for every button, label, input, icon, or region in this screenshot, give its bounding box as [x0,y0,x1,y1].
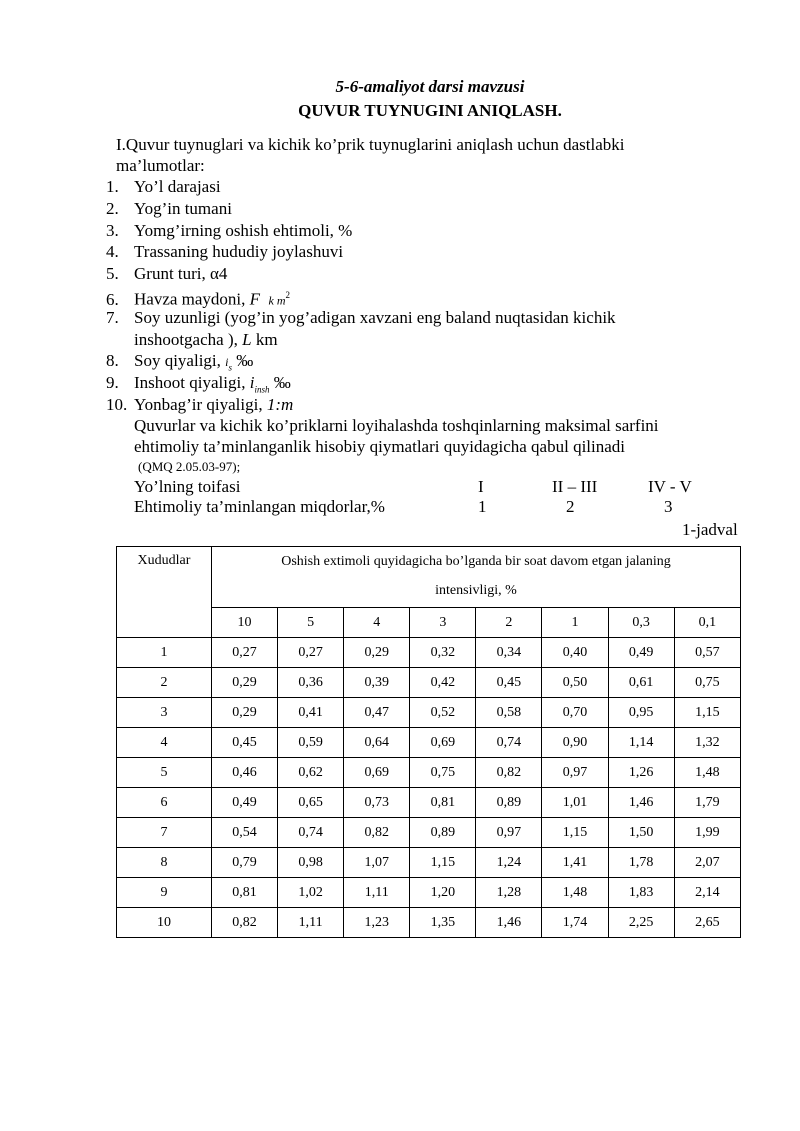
column-header: 0,1 [674,608,740,638]
table-cell: 1,01 [542,788,608,818]
region-header: Xududlar [117,547,212,638]
table-cell: 0,40 [542,638,608,668]
list-item [106,220,694,242]
table-row [117,668,741,698]
table-cell: 0,57 [674,638,740,668]
table-cell: 0,69 [344,758,410,788]
table-cell: 0,89 [410,818,476,848]
region-cell: 6 [117,788,212,818]
table-cell: 0,82 [476,758,542,788]
column-header: 2 [476,608,542,638]
table-cell: 0,32 [410,638,476,668]
table-cell: 0,46 [212,758,278,788]
table-cell: 1,24 [476,848,542,878]
table-cell: 1,28 [476,878,542,908]
table-cell: 1,41 [542,848,608,878]
probability-label: Ehtimoliy ta’minlangan miqdorlar,% [134,497,385,516]
list-item-number: 8. [106,351,119,371]
table-cell: 1,74 [542,908,608,938]
table-cell: 1,32 [674,728,740,758]
table-cell: 0,98 [278,848,344,878]
list-item [106,176,694,198]
table-cell: 1,02 [278,878,344,908]
list-item-number: 4. [106,242,119,262]
table-row [117,758,741,788]
table-cell: 0,61 [608,668,674,698]
table-cell: 0,42 [410,668,476,698]
table-row [117,788,741,818]
table-cell: 1,48 [542,878,608,908]
table-cell: 1,23 [344,908,410,938]
unit-text: ‰ [232,351,254,371]
table-row [117,878,741,908]
variable-symbol: i [249,373,255,393]
topic-title: 5-6-amaliyot darsi mavzusi [335,77,525,96]
table-row [117,908,741,938]
list-item-text: Yonbag’ir qiyaligi, [134,394,267,414]
variable-symbol: L [242,329,252,349]
list-item-number: 1. [106,177,119,196]
table-caption: 1-jadval [682,520,738,539]
table-cell: 0,97 [476,818,542,848]
variable-symbol: F [249,289,261,309]
table-cell: 0,73 [344,788,410,818]
table-cell: 1,11 [344,878,410,908]
table-row [117,848,741,878]
list-item-text: Trassaning hududiy joylashuvi [134,242,344,262]
table-body [117,638,741,938]
table-cell: 1,15 [674,698,740,728]
table-cell: 1,26 [608,758,674,788]
variable-subscript: insh [254,384,270,395]
probability-value: 3 [664,497,673,516]
table-cell: 2,14 [674,878,740,908]
table-cell: 0,81 [212,878,278,908]
table-cell: 1,15 [410,848,476,878]
table-cell: 0,89 [476,788,542,818]
table-cell: 0,97 [542,758,608,788]
road-category-value: II – III [552,477,598,496]
list-item-text: Inshoot qiyaligi, [134,373,250,393]
road-category-label: Yo’lning toifasi [134,477,241,496]
table-cell: 1,50 [608,818,674,848]
standard-reference: (QMQ 2.05.03-97); [138,459,241,474]
list-item-text: Soy uzunligi (yog’in yog’adigan xavzani eng baland nuqtasidan kichik [134,307,616,327]
table-cell: 0,75 [410,758,476,788]
list-item-text: Yo’l darajasi [134,177,221,196]
road-category-value: IV - V [648,477,692,496]
list-item-number: 3. [106,220,119,240]
region-cell: 7 [117,818,212,848]
region-cell: 3 [117,698,212,728]
intro-line-2: ma’lumotlar: [116,156,205,175]
list-item-text: Yomg’irning oshish ehtimoli, % [134,220,353,240]
list-item [106,285,694,307]
table-cell: 2,25 [608,908,674,938]
variable-symbol: 1:m [266,394,294,414]
table-header-row [117,547,741,608]
column-header: 3 [410,608,476,638]
table-cell: 1,11 [278,908,344,938]
column-header: 10 [212,608,278,638]
table-cell: 1,48 [674,758,740,788]
list-item [106,372,694,394]
intro-line-1: I.Quvur tuynuglari va kichik ko’prik tuynuglarini aniqlash uchun dastlabki [116,135,625,154]
table-cell: 1,46 [476,908,542,938]
list-item [106,307,694,351]
road-category-value: I [478,477,484,496]
table-cell: 0,49 [212,788,278,818]
table-row [117,818,741,848]
table-row [117,638,741,668]
column-header: 0,3 [608,608,674,638]
table-row [117,698,741,728]
list-item-text: Yog’in tumani [134,198,232,218]
table-cell: 0,64 [344,728,410,758]
list-item-text: Grunt turi, α4 [134,264,228,284]
rain-intensity-table [116,546,741,938]
table-cell: 2,65 [674,908,740,938]
table-cell: 0,70 [542,698,608,728]
table-cell: 0,75 [674,668,740,698]
table-cell: 1,35 [410,908,476,938]
table-cell: 0,79 [212,848,278,878]
list-item-text: Soy qiyaligi, [134,351,226,371]
column-header: 5 [278,608,344,638]
table-cell: 0,69 [410,728,476,758]
table-cell: 0,74 [476,728,542,758]
intensity-header-line-2: intensivligi, % [435,583,517,598]
table-cell: 1,07 [344,848,410,878]
region-cell: 5 [117,758,212,788]
list-item-number: 9. [106,373,119,393]
region-cell: 10 [117,908,212,938]
table-cell: 0,81 [410,788,476,818]
table-cell: 0,41 [278,698,344,728]
paragraph-line-1: Quvurlar va kichik ko’priklarni loyihalashda toshqinlarning maksimal sarfini [134,416,659,435]
table-cell: 0,45 [212,728,278,758]
page-title: QUVUR TUYNUGINI ANIQLASH. [298,101,562,120]
region-cell: 9 [117,878,212,908]
list-item-number: 2. [106,198,119,218]
table-cell: 0,62 [278,758,344,788]
list-item-text-continued: inshootgacha ), [134,329,243,349]
table-cell: 0,74 [278,818,344,848]
table-cell: 1,99 [674,818,740,848]
table-cell: 0,29 [212,698,278,728]
list-item-number: 5. [106,264,119,284]
list-item-number: 10. [106,394,128,414]
table-cell: 0,90 [542,728,608,758]
intensity-header-line-1: Oshish extimoli quyidagicha bo’lganda bir soat davom etgan jalaning [281,554,671,569]
list-item [106,241,694,263]
variable-subscript: s [228,362,233,373]
variable-symbol: i [225,355,229,370]
input-data-list [106,176,694,416]
table-cell: 0,82 [212,908,278,938]
unit-text: ‰ [269,373,291,393]
list-item [106,350,694,372]
table-cell: 0,39 [344,668,410,698]
table-cell: 1,20 [410,878,476,908]
table-cell: 0,27 [278,638,344,668]
region-cell: 8 [117,848,212,878]
column-header: 4 [344,608,410,638]
table-cell: 0,27 [212,638,278,668]
table-cell: 0,29 [212,668,278,698]
unit-superscript: 2 [285,289,291,300]
table-cell: 0,49 [608,638,674,668]
table-cell: 1,15 [542,818,608,848]
table-cell: 0,95 [608,698,674,728]
table-cell: 0,82 [344,818,410,848]
table-cell: 0,58 [476,698,542,728]
unit-text: km [251,329,278,349]
table-cell: 0,29 [344,638,410,668]
table-cell: 2,07 [674,848,740,878]
table-cell: 0,34 [476,638,542,668]
intensity-header [212,547,741,608]
table-cell: 0,50 [542,668,608,698]
unit-symbol: k m [268,293,286,308]
table-cell: 0,65 [278,788,344,818]
paragraph-line-2: ehtimoliy ta’minlanganlik hisobiy qiymatlari quyidagicha qabul qilinadi [134,437,626,456]
probability-value: 2 [566,497,575,516]
list-item-number: 7. [106,307,119,327]
table-cell: 0,54 [212,818,278,848]
list-item [106,263,694,285]
table-row [117,728,741,758]
region-cell: 1 [117,638,212,668]
table-cell: 1,83 [608,878,674,908]
list-item [106,198,694,220]
column-header: 1 [542,608,608,638]
region-cell: 2 [117,668,212,698]
region-cell: 4 [117,728,212,758]
table-cell: 1,78 [608,848,674,878]
table-cell: 0,47 [344,698,410,728]
table-cell: 1,79 [674,788,740,818]
table-cell: 0,52 [410,698,476,728]
table-cell: 0,45 [476,668,542,698]
list-item-number: 6. [106,289,119,309]
table-cell: 0,59 [278,728,344,758]
table-cell: 1,14 [608,728,674,758]
table-cell: 0,36 [278,668,344,698]
list-item [106,394,694,416]
list-item-text: Havza maydoni, [134,289,250,309]
table-cell: 1,46 [608,788,674,818]
probability-value: 1 [478,497,487,516]
